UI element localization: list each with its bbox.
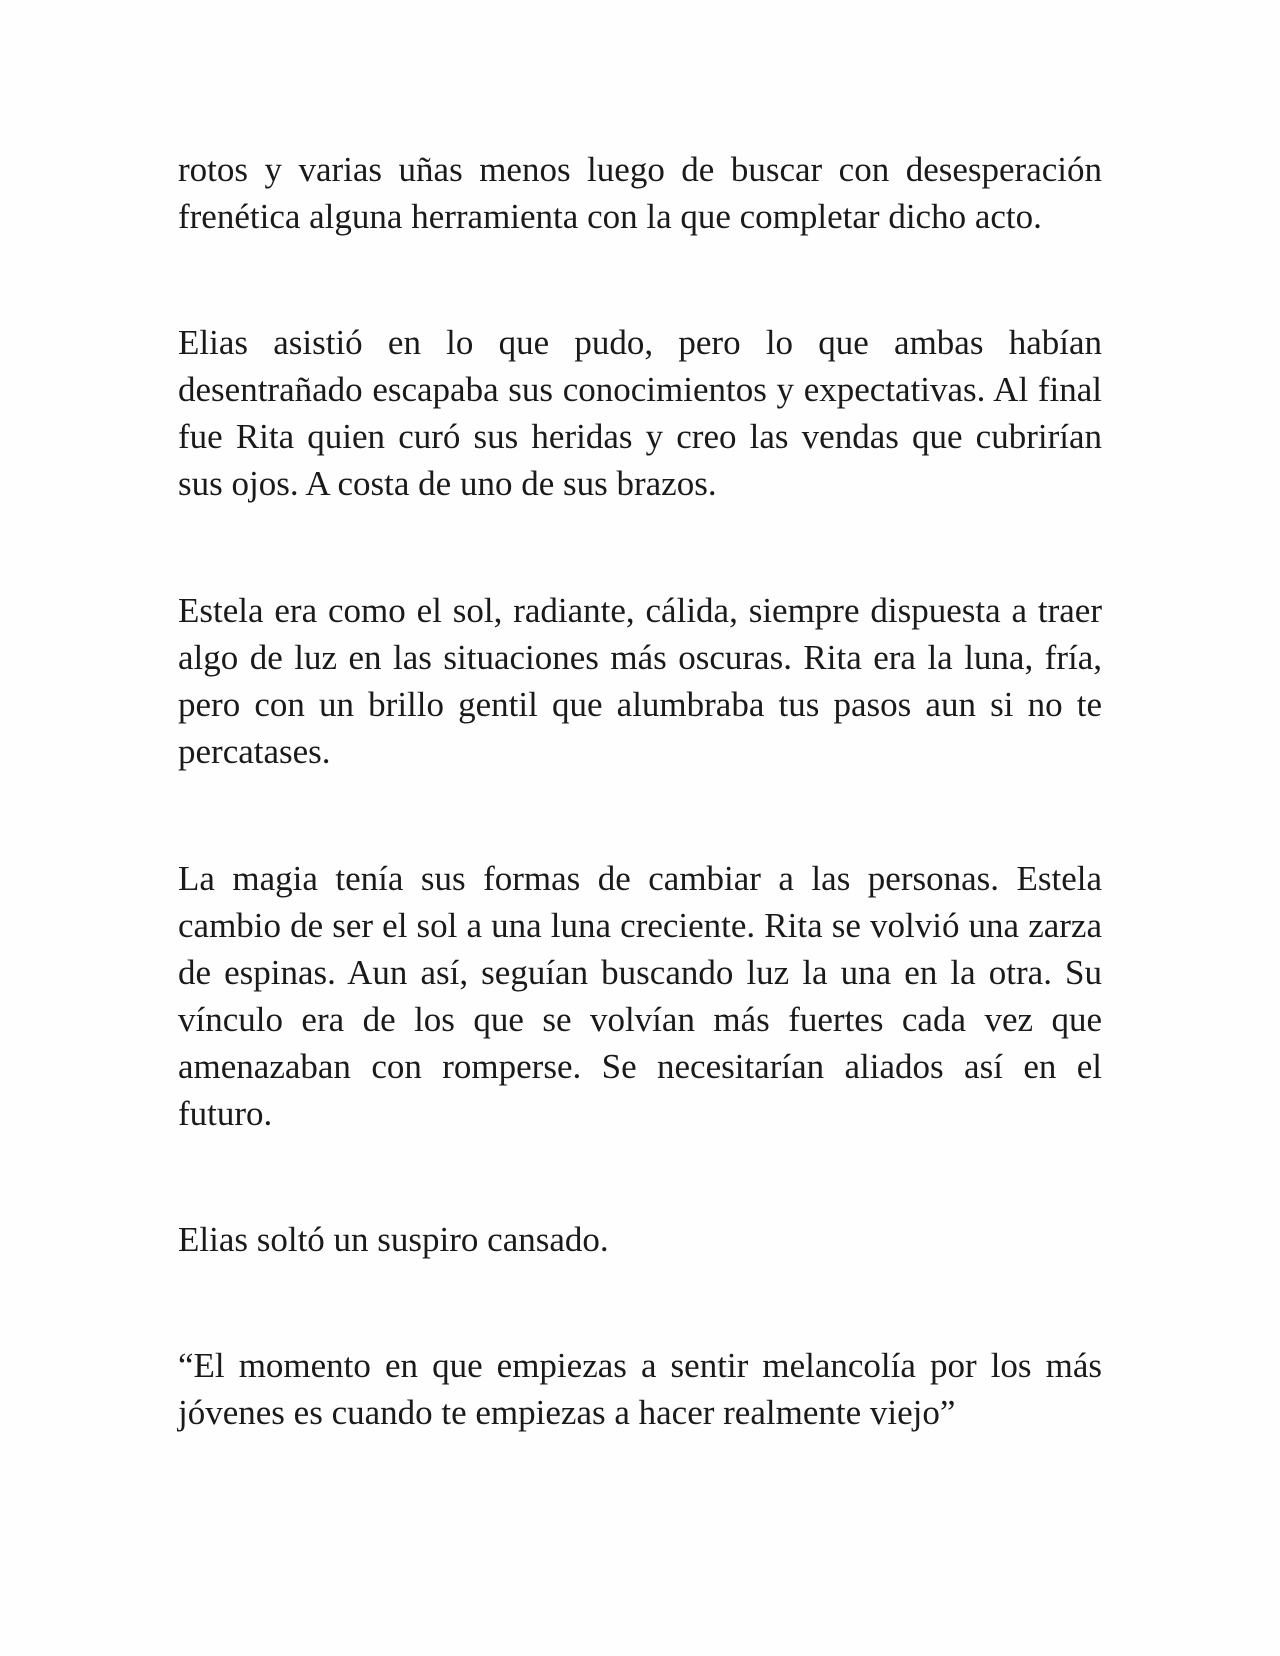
text-column — [178, 146, 1102, 1436]
paragraph-5: Elias soltó un suspiro cansado. — [178, 1220, 609, 1259]
paragraph-2: Elias asistió en lo que pudo, pero lo que ambas habían desentrañado escapaba sus conocimientos y expectativas. Al final fue Rita quien curó sus heridas y creo las vendas que cubrirían sus ojos. A costa de uno de sus brazos. — [178, 323, 1102, 503]
paragraph-6: “El momento en que empiezas a sentir melancolía por los más jóvenes es cuando te empiezas a hacer realmente viejo” — [178, 1346, 1102, 1432]
paragraph-3: Estela era como el sol, radiante, cálida, siempre dispuesta a traer algo de luz en las situaciones más oscuras. Rita era la luna, fría, pero con un brillo gentil que alumbraba tus pasos aun si no te percatases. — [178, 591, 1102, 771]
paragraph-1: rotos y varias uñas menos luego de buscar con desesperación frenética alguna herramienta con la que completar dicho acto. — [178, 150, 1102, 236]
paragraph-4: La magia tenía sus formas de cambiar a las personas. Estela cambio de ser el sol a una luna creciente. Rita se volvió una zarza de espinas. Aun así, seguían buscando luz la una en la otra. Su vínculo era de los que se volvían más fuertes cada vez que amenazaban con romperse. Se necesitarían aliados así en el futuro. — [178, 859, 1102, 1133]
